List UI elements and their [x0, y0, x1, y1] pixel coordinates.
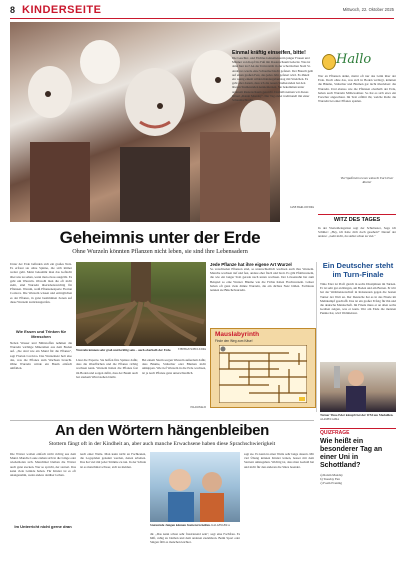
sidebar-divider: [316, 262, 317, 412]
roots-illustration: [76, 262, 206, 346]
hallo-text: Wer an Pflanzen denkt, meint oft nur das Grün über der Erde. Doch ohne das, was sich in Boden verbirgt, könnten die Bäume, Sträucher und Blumen gar nicht überleben: die Wurzeln. Und ebenso wie die Pflanzen oberhalb der Erde, haben auch Wurzeln Mitbewohner. So hat es sich etwa ein Forscher angeschaut. Im Text erfährt ihr, welche Rolle die Wurzeln bei einer Pflanze spielen.: [318, 74, 396, 104]
article1-headline: Geheimnis unter der Erde: [59, 228, 261, 247]
witz-text: In der Vierteldelegation sagt der Schultester, Saga ich Schüler: „Hey, ich habe dich doch gesehen!" Darauf der andere: „Geht nicht, du siehst schon zu viel.": [318, 226, 396, 239]
sidebar-caption-text: Turner Timo Eder kämpft bei der WM um Medaillen.: [320, 413, 394, 417]
header-rule: [10, 18, 394, 19]
photo-caption-title: Einmal kräftig einseifen, bitte!: [232, 50, 306, 56]
section-title: KINDERSEITE: [22, 4, 102, 16]
info-box-text: So verschieden Pflanzen sind, so unterschiedlich wachsen auch ihre Wurzeln. Manche wachsen tief und fest, andere eher flach und breit. Es gibt Pfahlwurzeln, die wie ein langer Stab gerade nach unten wachsen. Der Löwenzahn hat zum Beispiel so eine Wurzel. Bäume wie die Fichte haben Flachwurzeln. Gräser haben oft ganz viele dünne Wurzeln, die ein dichtes Netz bilden. Fachleute nennen sie Büschelwurzeln.: [210, 267, 314, 293]
article2-rule: [10, 420, 314, 421]
article1-credit: PIA RONALD: [190, 406, 206, 409]
article2-col1: [10, 452, 76, 564]
article1-col2-text: Lässt die Experte. Sie hoffen fürs Spätere dafür, dass die Oberflächen und die Pflanze richtig wachsen kann. Wurzeln halten die Pflanze fest im Boden und sorgen dafür, dass der Baum auch bei starkem Wind stehen bleibt.: [76, 358, 138, 379]
hallo-mascot: [322, 54, 336, 70]
article2-headline: An den Wörtern hängenbleiben: [54, 422, 270, 439]
hallo-box: [318, 44, 396, 204]
article1-col1b-text: Neben Wasser und Nährstoffen nehmen die Wurzeln wichtige Mineralien aus dem Boden auf. „Sie sind wie ein Mund für die Pflanze", sagt Florian Cordova. Das Wurzelnetz holt also das, was die Pflanze zum Wachsen braucht. Ohne Wurzeln würde ein Baum einfach umfallen.: [10, 341, 72, 371]
photo-caption-text: Die Geschirr- und Fächler-Gästemeisterin junger Frauen und Männer von Kopf bis Fuß mit Rasierschaum bedeckt. Was ist denn hier los? An der Universität in der schottischen Stadt St. Andrews wurde eine Schaumschlacht gefeiert. Der Brauch geht auf einen großen Fest, das jedes Jahr gefeiert wird. Es ähnelt ein wenig einem wilden Kindergeburtstag mit Streichen. Es geht aber darum, dass ich die neuen Studierenden bei den älteren Studierenden kennenlernen. Sie bekommen unter anderem Rasierschaum gereicht. Deshalb nennen wir dieses Ritual „Raisin Monday". Der Tag endet traditionell mit einer Schaumschlacht.: [232, 56, 314, 103]
article2-col2-text: nach einer Weile. Man kann nicht an Fachleuten, die Logopäden genannt werden, denen arbeiten. Das hat viel mit jeder Stimme zu tun. In der Schule ist es manchmal schwer, sich zu melden.: [80, 452, 146, 469]
article1-sub1: Wie Essen und Trinken für Menschen: [15, 329, 67, 339]
article2-sub1: Im Unterricht nicht gerne dran: [14, 524, 72, 529]
roots-photo: [76, 262, 206, 346]
quiz-question: Wie heißt ein besonderer Tag an einer Uni in Schottland?: [320, 438, 383, 469]
stutter-caption-credit: KALAENGER/A: [211, 524, 230, 527]
quiz-label: QUIZFRAGE: [320, 430, 350, 436]
article2-col1-text: Die Wörter wollen einfach nicht richtig aus dem Mund. Manche Laute ziehen sich in die Länge oder wiederholen sich. Manchmal bleiben die Wörter auch ganz stecken. Wer so spricht, der stottert. Das kann viele Gründe haben. Für Kinder ist es oft unangenehm, wenn andere darüber lachen.: [10, 452, 76, 478]
article2-subheadline: Stottern fängt oft in der Kindheit an, aber auch manche Erwachsene haben diese Sprachschwierigkeit: [48, 441, 276, 447]
article1-col3-text: Bei einem Sturm sorgen Wurzeln außerdem dafür, dass Bäume, Sträucher oder Blumen nicht umkippen. Wie tief Wurzeln in die Erde wachsen, ist je nach Pflanze ganz unterschiedlich.: [142, 358, 206, 375]
page-number: 8: [10, 5, 16, 15]
sidebar-text: Timo Eder ist Profi gleich in sechs Disziplinen im Turnen. Er ist sehr gut an Ringen, am Boden und am Barren. Er tritt bei der Weltmeisterschaft in Indonesien gegen die besten Turner der Welt an. Der Deutsche hat es in das Finale im Mehrkampf geschafft. Das ist ein großer Erfolg für ihn und die deutsche Mannschaft. Im Finale muss er an allen sechs Geräten zeigen, was er kann. Wer am Ende die meisten Punkte hat, wird Weltmeister.: [320, 282, 396, 316]
sidebar-caption-credit: ALAMEX/AURA: [320, 418, 340, 422]
quiz-box: [320, 430, 396, 510]
roots-photo-caption: [76, 348, 206, 352]
roots-caption-credit: STEPHAN SCHULZ/DPA: [177, 348, 206, 351]
witz-rule: [318, 214, 396, 215]
article2-col3-text: dir. „Das kann schon sehr frustrierend sein", sagt eine Fachfrau. Es hilft, ruhig zu bleiben und dem anderen zuzuhören. Beim Sport oder Singen fällt es manchen leichter.: [150, 532, 240, 545]
stutter-illustration: [150, 452, 240, 522]
maze-grid: [219, 345, 307, 403]
turner-photo: [320, 362, 396, 412]
sidebar-article: [320, 262, 396, 352]
article1-col2: [76, 358, 138, 406]
stutter-caption-text: Stotternde Jungen können Stotterern helfen.: [150, 523, 211, 527]
page-date: Mittwoch, 22. Oktober 2025: [342, 7, 394, 12]
sidebar-headline: Ein Deutscher steht im Turn-Finale: [322, 261, 394, 279]
photo-caption: [232, 50, 314, 220]
roots-caption-text: Wurzeln können sehr groß und kräftig sein – auch oberhalb der Erde.: [76, 348, 172, 352]
article1-col1: [10, 262, 72, 402]
article2-col4: [244, 452, 314, 566]
quiz-option-a: a) Raisin Monday: [320, 473, 343, 477]
sidebar-caption: [320, 413, 396, 422]
article1-subheadline: Ohne Wurzeln könnten Pflanzen nicht leben, sie sind ihre Lebensadern: [72, 248, 248, 255]
hallo-sign: Viel Spaß beim Lesen wünscht Euch Euer Rocker: [340, 176, 394, 185]
article1-col3: [142, 358, 206, 406]
hallo-title: Hallo: [336, 52, 372, 67]
witz-title: WITZ DES TAGES: [333, 217, 381, 223]
article2-col2: [80, 452, 146, 564]
turner-illustration: [320, 362, 396, 412]
info-box-title: Jede Pflanze hat ihre eigene Art Wurzel: [210, 262, 292, 267]
maze-title: Mauslabyrinth: [215, 331, 260, 338]
info-box: [210, 262, 314, 326]
photo-caption-credit: JANE BARLOW/DPA: [290, 206, 314, 209]
stutter-photo-caption: [150, 523, 240, 528]
page-header: [10, 4, 394, 18]
maze-subtitle: Finde den Weg zum Käse!: [215, 339, 253, 343]
quiz-option-b: b) Tuesday Fun: [320, 477, 340, 482]
stutter-photo: [150, 452, 240, 522]
quiz-option-c: c) Foam Evening: [320, 481, 342, 486]
maze-puzzle: [210, 328, 316, 408]
quiz-rule: [320, 428, 396, 429]
article2-col3: [150, 532, 240, 566]
article2-col4-text: sagt sie. Es kann in einer Weile sehr lange dauern. Mit viel Übung können Kinder lernen, besser mit dem Stottern umzugehen. Wichtig ist, dass man Geduld hat und nicht für den anderen die Sätze beendet.: [244, 452, 314, 469]
article1-col1-text: Unter der Erde befinden sich ein großes Netz. Es erfreut sie ohne Spinne, die sich immer weiter geht. Meist bekommt man das Geflecht über uns zu sehen, wenn man etwas ausgräbt. Es geht um Wurzeln. Obwohl man die oft nicht sieht, sind Wurzeln überlebenswichtig für Pflanzen. Warum, weiß Pflanzenexperte Florian Cordova. Die Wurzeln wissen und ermöglichen es der Pflanze, in ganz bestimmten Zonen auf diese Wurzeln zurückzugreifen.: [10, 262, 72, 304]
